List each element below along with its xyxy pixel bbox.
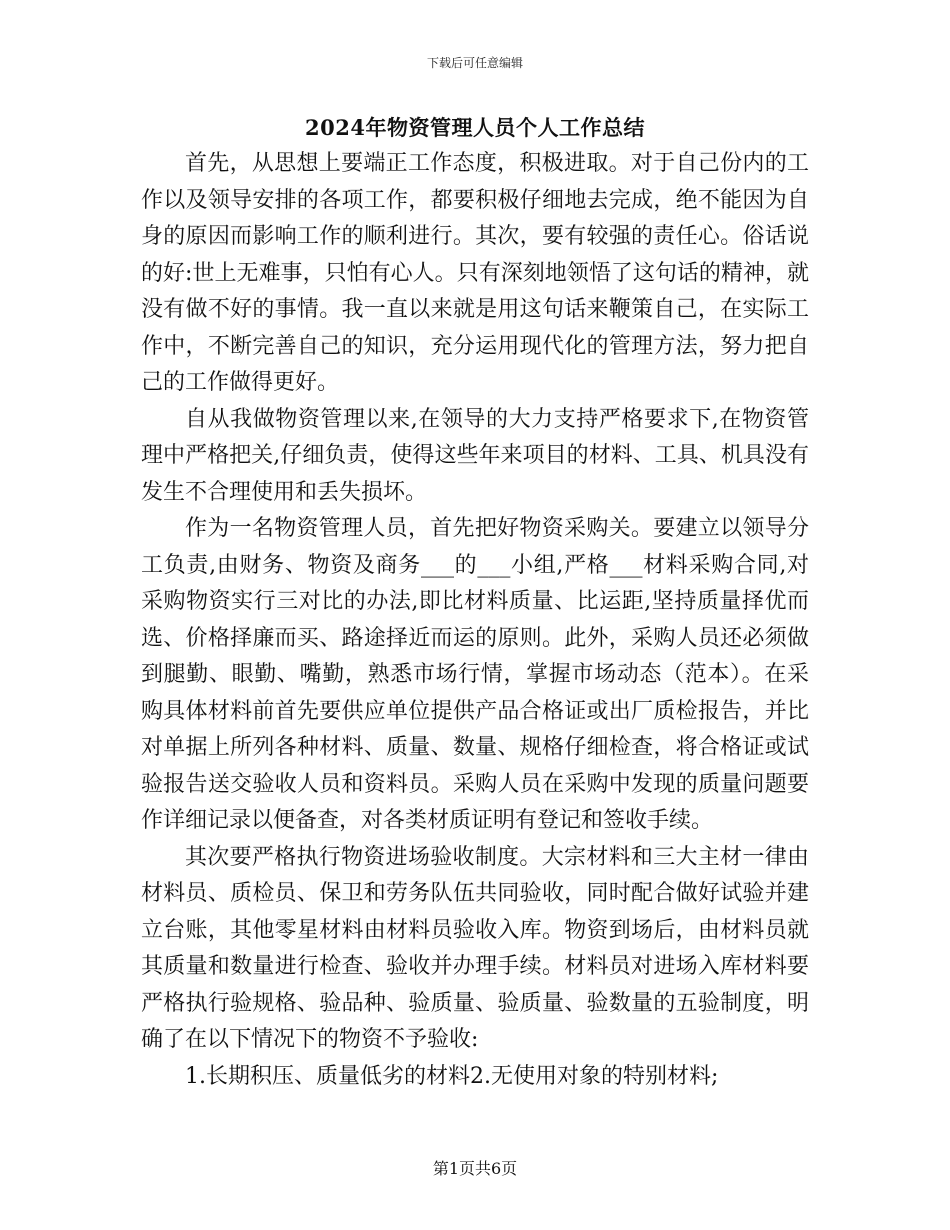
paragraph-2: 自从我做物资管理以来,在领导的大力支持严格要求下,在物资管理中严格把关,仔细负责，使得这些年来项目的材料、工具、机具没有发生不合理使用和丢失损坏。: [141, 406, 809, 505]
paragraph-4: 其次要严格执行物资进场验收制度。大宗材料和三大主材一律由材料员、质检员、保卫和劳务队伍共同验收，同时配合做好试验并建立台账，其他零星材料由材料员验收入库。物资到场后，由材料员就其质量和数量进行检查、验收并办理手续。材料员对进场入库材料要严格执行验规格、验品种、验质量、验质量、验数量的五验制度，明确了在以下情况下的物资不予验收:: [141, 844, 809, 1052]
header-note: 下载后可任意编辑: [426, 56, 523, 70]
paragraph-5: 1.长期积压、质量低劣的材料2.无使用对象的特别材料;: [185, 1063, 719, 1089]
document-title: 2024年物资管理人员个人工作总结: [305, 115, 645, 140]
document-body: [141, 146, 809, 1095]
paragraph-3: 作为一名物资管理人员，首先把好物资采购关。要建立以领导分工负责,由财务、物资及商务___的___小组,严格___材料采购合同,对采购物资实行三对比的办法,即比材料质量、比运距,坚持质量择优而选、价格择廉而买、路途择近而运的原则。此外，采购人员还必须做到腿勤、眼勤、嘴勤，熟悉市场行情，掌握市场动态（范本）。在采购具体材料前首先要供应单位提供产品合格证或出厂质检报告，并比对单据上所列各种材料、质量、数量、规格仔细检查，将合格证或试验报告送交验收人员和资料员。采购人员在采购中发现的质量问题要作详细记录以便备查，对各类材质证明有登记和签收手续。: [141, 516, 809, 833]
page-number: 第1页共6页: [432, 1159, 518, 1178]
paragraph-1: 首先，从思想上要端正工作态度，积极进取。对于自己份内的工作以及领导安排的各项工作，都要积极仔细地去完成，绝不能因为自身的原因而影响工作的顺利进行。其次，要有较强的责任心。俗话说的好:世上无难事，只怕有心人。只有深刻地领悟了这句话的精神，就没有做不好的事情。我一直以来就是用这句话来鞭策自己，在实际工作中，不断完善自己的知识，充分运用现代化的管理方法，努力把自己的工作做得更好。: [141, 151, 809, 395]
